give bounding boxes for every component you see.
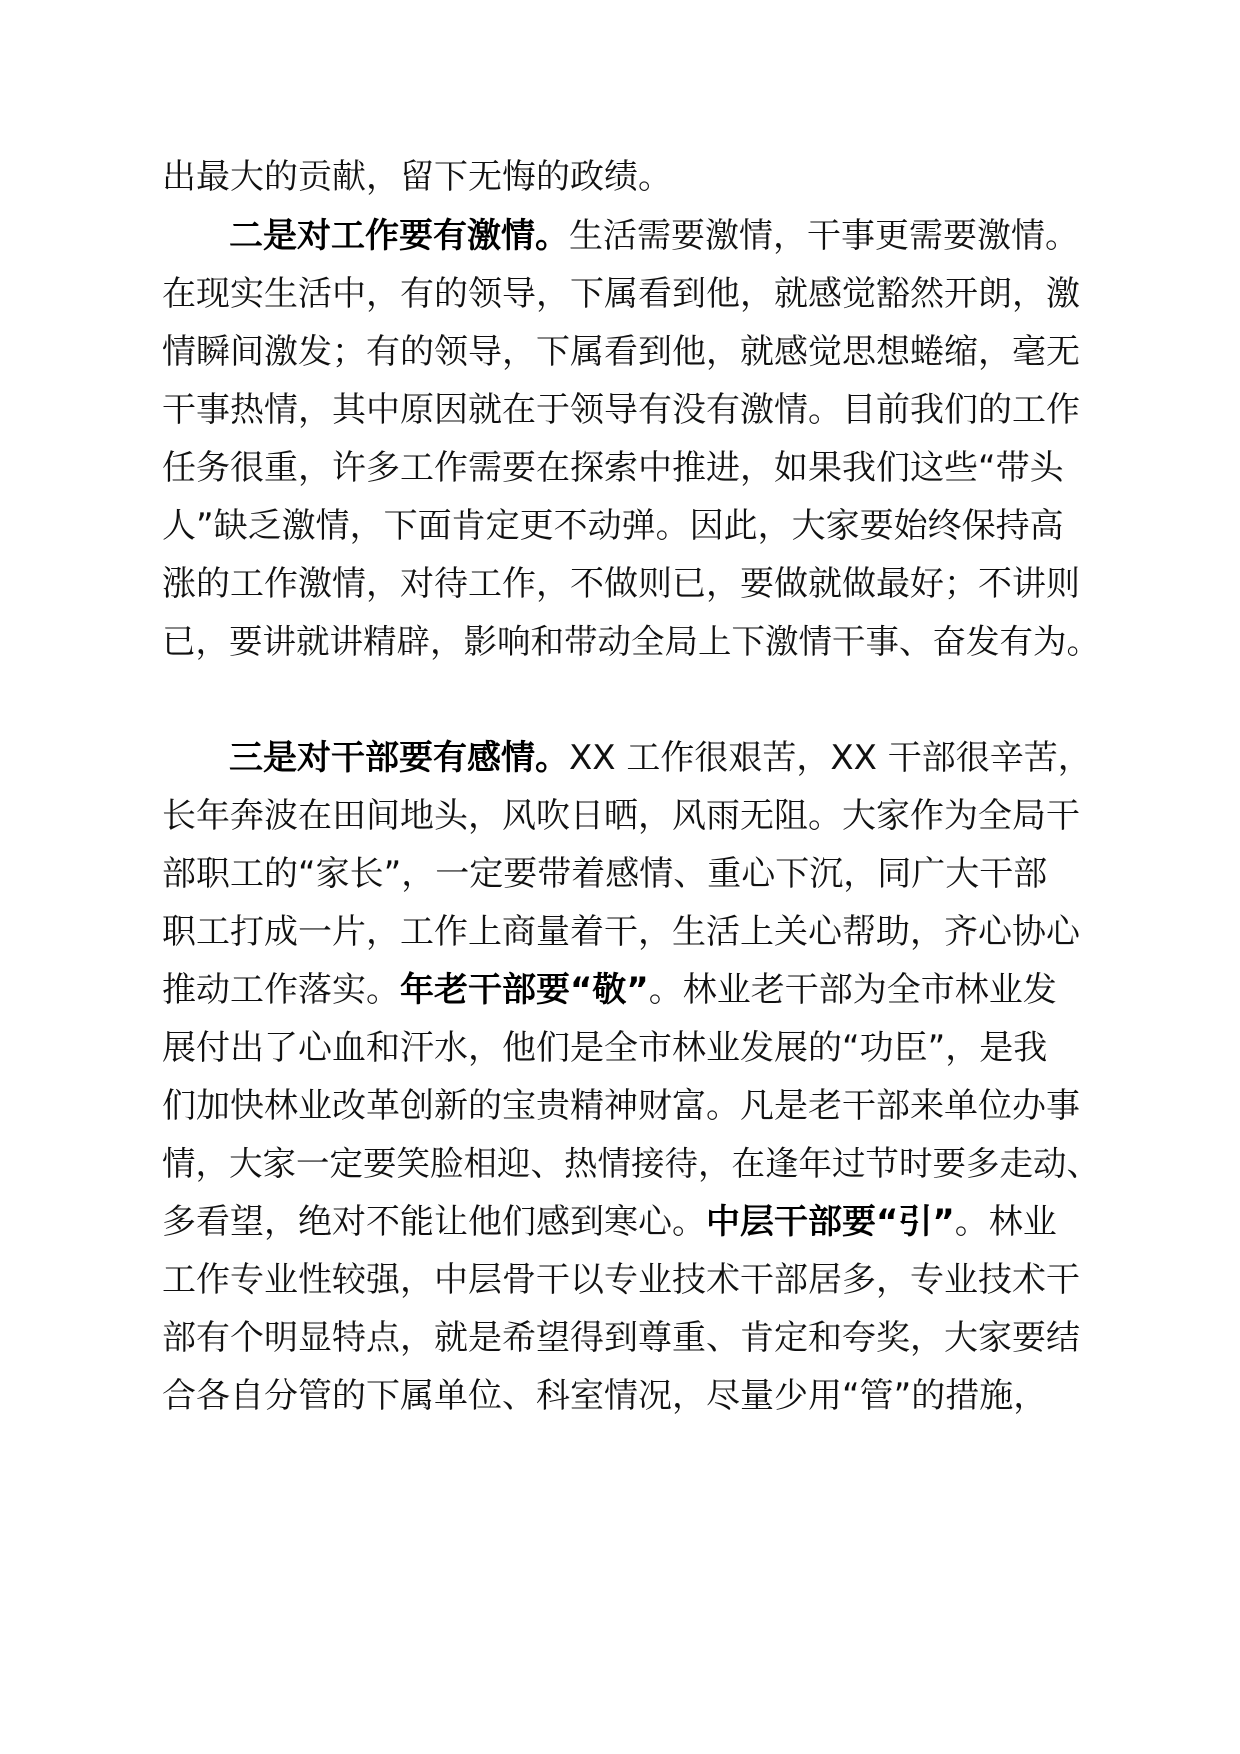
text-line	[162, 145, 1102, 209]
text-run: 在现实生活中，有的领导，下属看到他，就感觉豁然开朗，激	[162, 274, 1080, 314]
text-run: 。林业	[954, 1202, 1057, 1242]
text-run: 出最大的贡献，留下无悔的政绩。	[162, 157, 672, 197]
text-run: 任务很重，许多工作需要在探索中推进，如果我们这些“带头	[162, 448, 1064, 488]
text-line	[162, 784, 1102, 848]
text-run: XX 工作很艰苦，XX 干部很辛苦，	[569, 738, 1092, 778]
text-run: 部有个明显特点，就是希望得到尊重、肯定和夸奖，大家要结	[162, 1318, 1080, 1358]
paragraph-heading: 三是对干部要有感情。	[229, 738, 569, 778]
text-run: 工作专业性较强，中层骨干以专业技术干部居多，专业技术干	[162, 1260, 1080, 1300]
paragraph-heading-line	[229, 204, 1102, 268]
text-run: 部职工的“家长”，一定要带着感情、重心下沉，同广大干部	[162, 854, 1048, 894]
text-run: 多看望，绝对不能让他们感到寒心。	[162, 1202, 706, 1242]
paragraph-heading: 二是对工作要有激情。	[229, 216, 569, 256]
text-line	[162, 1132, 1102, 1196]
text-run: 涨的工作激情，对待工作，不做则已，要做就做最好；不讲则	[162, 564, 1080, 604]
text-run: 情瞬间激发；有的领导，下属看到他，就感觉思想蜷缩，毫无	[162, 332, 1080, 372]
text-run: 合各自分管的下属单位、科室情况，尽量少用“管”的措施，	[162, 1376, 1048, 1416]
text-line	[162, 262, 1102, 326]
text-line	[162, 1016, 1102, 1080]
text-run: 长年奔波在田间地头，风吹日晒，风雨无阻。大家作为全局干	[162, 796, 1080, 836]
text-line	[162, 1190, 1102, 1254]
text-run: 生活需要激情，干事更需要激情。	[569, 216, 1079, 256]
text-line	[162, 320, 1102, 384]
paragraph-heading-line	[229, 726, 1102, 790]
text-run: 已，要讲就讲精辟，影响和带动全局上下激情干事、奋发有为。	[162, 622, 1100, 661]
text-line	[162, 494, 1102, 558]
text-line	[162, 958, 1102, 1022]
text-line	[162, 842, 1102, 906]
text-line	[162, 610, 1102, 674]
text-line	[162, 1248, 1102, 1312]
text-line	[162, 900, 1102, 964]
text-run: 们加快林业改革创新的宝贵精神财富。凡是老干部来单位办事	[162, 1086, 1080, 1126]
text-run: 情，大家一定要笑脸相迎、热情接待，在逢年过节时要多走动、	[162, 1144, 1100, 1183]
text-line	[162, 1074, 1102, 1138]
inline-heading: 中层干部要“引”	[706, 1202, 955, 1242]
text-run: 人”缺乏激情，下面肯定更不动弹。因此，大家要始终保持高	[162, 506, 1064, 546]
text-run: 推动工作落实。	[162, 970, 400, 1010]
text-run: 干事热情，其中原因就在于领导有没有激情。目前我们的工作	[162, 390, 1080, 430]
text-run: 展付出了心血和汗水，他们是全市林业发展的“功臣”，是我	[162, 1028, 1048, 1068]
inline-heading: 年老干部要“敬”	[400, 970, 649, 1010]
text-run: 职工打成一片，工作上商量着干，生活上关心帮助，齐心协心	[162, 912, 1080, 952]
text-line	[162, 552, 1102, 616]
text-line	[162, 378, 1102, 442]
text-line	[162, 436, 1102, 500]
text-line	[162, 1306, 1102, 1370]
text-line	[162, 1364, 1102, 1428]
text-run: 。林业老干部为全市林业发	[648, 970, 1057, 1010]
